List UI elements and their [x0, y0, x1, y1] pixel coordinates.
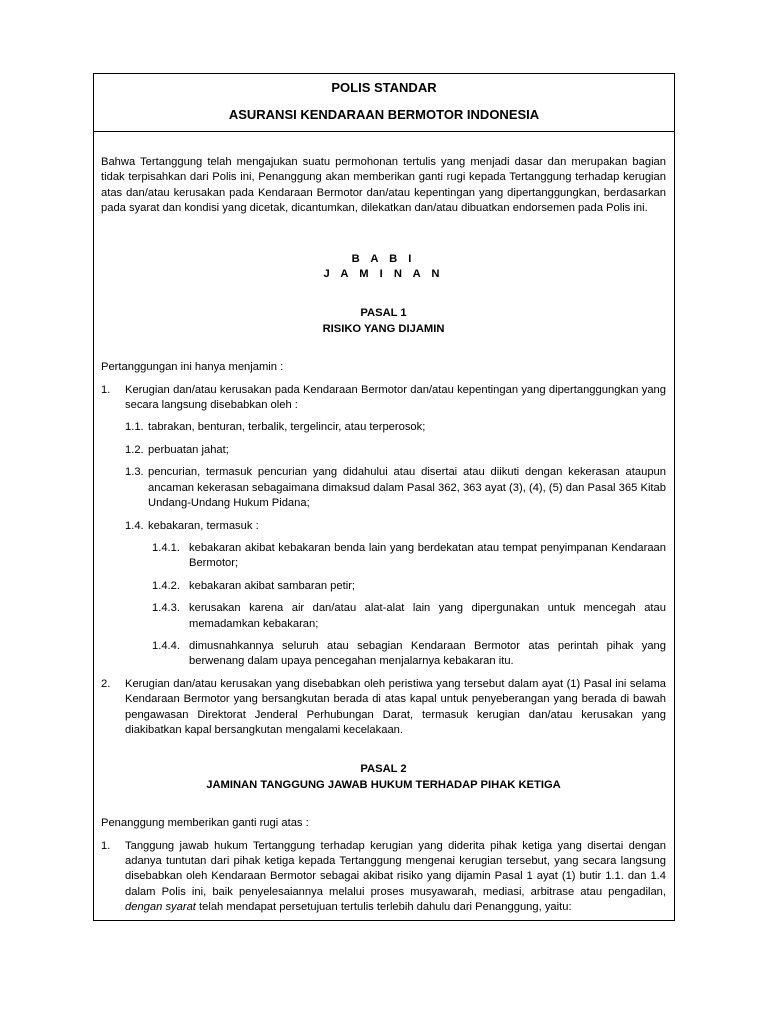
sub-item — [125, 420, 666, 435]
document-subtitle: ASURANSI KENDARAAN BERMOTOR INDONESIA — [228, 107, 540, 122]
pasal-1-title: RISIKO YANG DIJAMIN — [322, 322, 445, 335]
sub-sub-item-number: 1.4.3. — [152, 602, 180, 615]
sub-item-text: pencurian, termasuk pencurian yang didahului atau disertai atau diikuti dengan kekerasan ataupun ancaman kekerasan sebagaimana dimaksud dalam Pasal 362, 363 ayat (3), (4), (5) dan Pasal 365 Kitab Undang-Undang Hukum Pidana; — [148, 466, 666, 510]
sub-sub-item — [152, 541, 666, 572]
sub-sub-item — [152, 639, 666, 670]
document-title: POLIS STANDAR — [331, 80, 437, 95]
list-item-text — [125, 839, 666, 916]
sub-item-number: 1.4. — [125, 519, 144, 532]
sub-sub-item-text: kerusakan karena air dan/atau alat-alat lain yang dipergunakan untuk mencegah atau memadamkan kebakaran; — [189, 602, 666, 630]
list-item — [101, 677, 666, 739]
policy-document — [93, 73, 675, 921]
sub-item — [125, 443, 666, 458]
list-item-number: 1. — [101, 383, 111, 396]
sub-item — [125, 465, 666, 511]
list-item-number: 2. — [101, 677, 111, 690]
sub-sub-item-text: kebakaran akibat kebakaran benda lain yang berdekatan atau tempat penyimpanan Kendaraan Bermotor; — [189, 541, 666, 570]
pasal-1-number: PASAL 1 — [360, 307, 407, 320]
pasal-2-lead: Penanggung memberikan ganti rugi atas : — [101, 817, 309, 830]
sub-sub-item — [152, 579, 666, 594]
list-item-text: Kerugian dan/atau kerusakan pada Kendaraan Bermotor dan/atau kepentingan yang dipertanggungkan yang secara langsung disebabkan oleh : — [125, 383, 666, 412]
chapter-number: B A B I — [351, 252, 416, 265]
sub-sub-item-number: 1.4.2. — [152, 579, 180, 592]
sub-item — [125, 519, 666, 534]
pasal-2-number: PASAL 2 — [360, 763, 407, 776]
sub-item-number: 1.3. — [125, 466, 144, 479]
list-item-text-part: Tanggung jawab hukum Tertanggung terhadap kerugian yang diderita pihak ketiga yang disertai dengan adanya tuntutan dari pihak ketiga kepada Tertanggung mengenai kerugian tersebut, yang secara langsung disebabkan oleh Kendaraan Bermotor sebagai akibat risiko yang dijamin Pasal 1 ayat (1) butir 1.1. dan 1.4 dalam Polis ini, baik penyelesaiannya melalui proses musyawarah, mediasi, arbitrase atau pengadilan, — [125, 839, 666, 898]
list-item — [101, 839, 666, 920]
sub-item-text: perbuatan jahat; — [148, 443, 229, 456]
emphasis-text: dengan syarat — [125, 901, 196, 914]
sub-item-number: 1.1. — [125, 421, 144, 434]
sub-sub-item-number: 1.4.1. — [152, 541, 180, 554]
list-item-text: Kerugian dan/atau kerusakan yang disebabkan oleh peristiwa yang tersebut dalam ayat (1) Pasal ini selama Kendaraan Bermotor yang bersangkutan berada di atas kapal untuk penyeberangan yang berada di bawah pengawasan Direktorat Jenderal Perhubungan Darat, termasuk kerugian dan/atau kerusakan yang diakibatkan kapal bersangkutan mengalami kecelakaan. — [125, 677, 666, 736]
sub-sub-item-number: 1.4.4. — [152, 639, 180, 652]
sub-item-number: 1.2. — [125, 443, 144, 456]
sub-sub-item-text: dimusnahkannya seluruh atau sebagian Kendaraan Bermotor atas perintah pihak yang berwenang dalam upaya pencegahan menjalarnya kebakaran itu. — [189, 639, 666, 668]
sub-sub-item — [152, 601, 666, 632]
pasal-2-title: JAMINAN TANGGUNG JAWAB HUKUM TERHADAP PIHAK KETIGA — [206, 778, 561, 791]
list-item — [101, 383, 666, 414]
sub-item-text: tabrakan, benturan, terbalik, tergelincir, atau terperosok; — [148, 421, 426, 434]
sub-sub-item-text: kebakaran akibat sambaran petir; — [189, 579, 356, 592]
document-header — [94, 74, 674, 132]
intro-paragraph: Bahwa Tertanggung telah mengajukan suatu permohonan tertulis yang menjadi dasar dan merupakan bagian tidak terpisahkan dari Polis ini, Penanggung akan memberikan ganti rugi kepada Tertanggung terhadap kerugian atas dan/atau kerusakan pada Kendaraan Bermotor dan/atau kepentingan yang dipertanggungkan, berdasarkan pada syarat dan kondisi yang dicetak, dicantumkan, dilekatkan dan/atau dibuatkan endorsemen pada Polis ini. — [101, 156, 666, 215]
list-item-text-part: telah mendapat persetujuan tertulis terlebih dahulu dari Penanggung, yaitu: — [195, 901, 572, 914]
list-item-number: 1. — [101, 839, 111, 852]
sub-item-text: kebakaran, termasuk : — [148, 519, 259, 532]
pasal-1-lead: Pertanggungan ini hanya menjamin : — [101, 361, 284, 374]
document-body — [94, 155, 674, 920]
chapter-title: J A M I N A N — [323, 268, 444, 281]
